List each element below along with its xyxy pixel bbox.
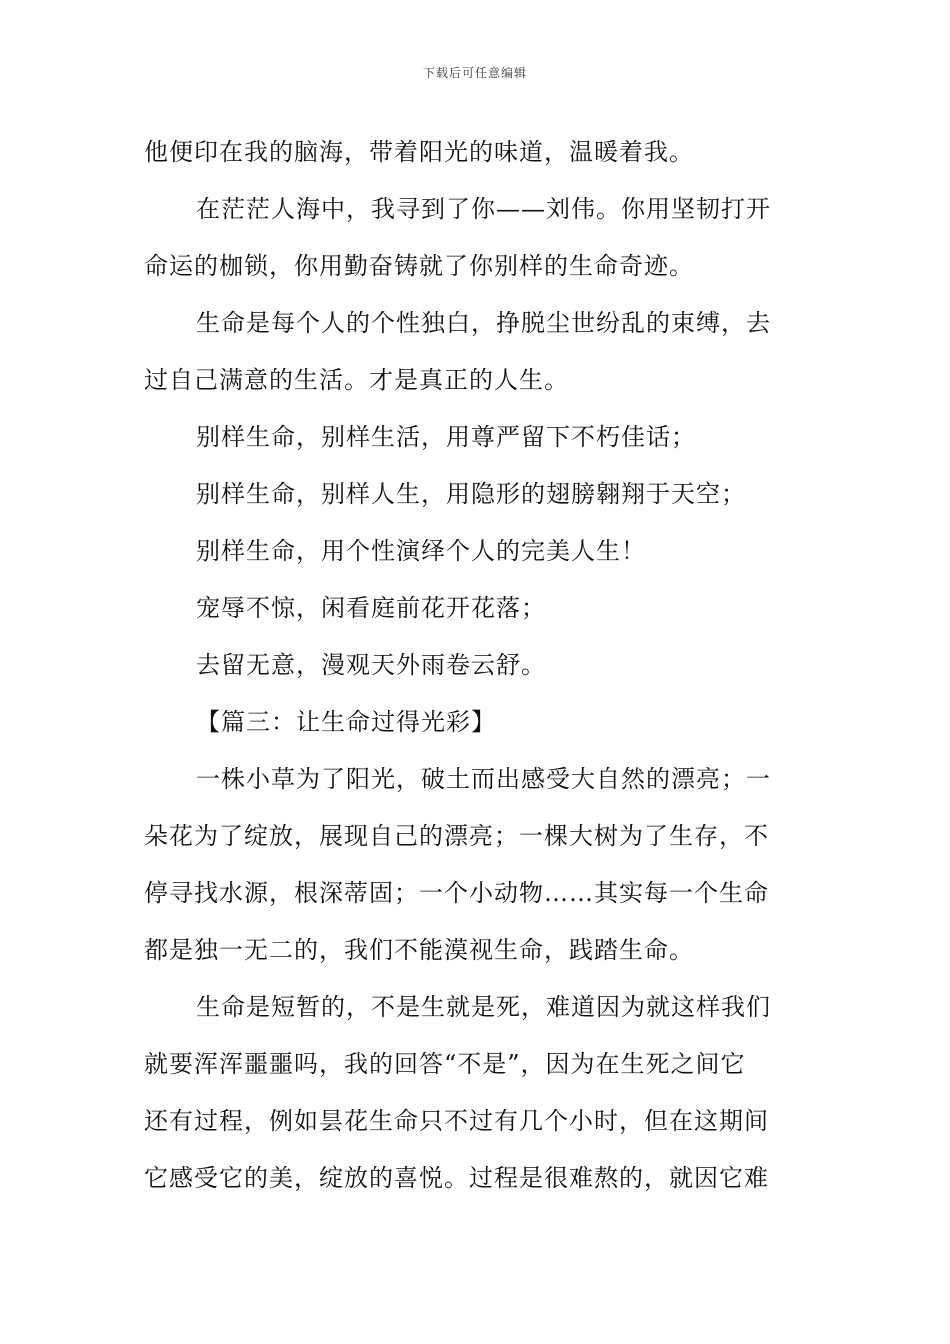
text-line: 都是独一无二的，我们不能漠视生命，践踏生命。: [144, 936, 694, 964]
text-line: 在茫茫人海中，我寻到了你——刘伟。你用坚韧打开: [196, 195, 771, 223]
text-line: 别样生命，别样生活，用尊严留下不朽佳话；: [196, 423, 696, 451]
text-line: 还有过程，例如昙花生命只不过有几个小时，但在这期间: [144, 1107, 769, 1135]
section-heading: 【篇三：让生命过得光彩】: [196, 708, 496, 736]
text-line: 就要浑浑噩噩吗，我的回答“不是”，因为在生死之间它: [144, 1050, 746, 1078]
text-line: 别样生命，别样人生，用隐形的翅膀翱翔于天空；: [196, 480, 746, 508]
text-line: 停寻找水源，根深蒂固；一个小动物……其实每一个生命: [144, 879, 769, 907]
text-line: 它感受它的美，绽放的喜悦。过程是很难熬的，就因它难: [144, 1164, 769, 1192]
text-line: 去留无意，漫观天外雨卷云舒。: [196, 651, 546, 679]
text-line: 过自己满意的生活。才是真正的人生。: [144, 366, 569, 394]
text-line: 命运的枷锁，你用勤奋铸就了你别样的生命奇迹。: [144, 252, 694, 280]
text-line: 生命是短暂的，不是生就是死，难道因为就这样我们: [196, 993, 771, 1021]
page-header: 下载后可任意编辑: [422, 66, 527, 80]
text-line: 一株小草为了阳光，破土而出感受大自然的漂亮；一: [196, 765, 771, 793]
text-line: 他便印在我的脑海，带着阳光的味道，温暖着我。: [144, 138, 694, 166]
text-line: 朵花为了绽放，展现自己的漂亮；一棵大树为了生存，不: [144, 822, 769, 850]
text-line: 生命是每个人的个性独白，挣脱尘世纷乱的束缚，去: [196, 309, 771, 337]
text-line: 别样生命，用个性演绎个人的完美人生！: [196, 537, 646, 565]
text-line: 宠辱不惊，闲看庭前花开花落；: [196, 594, 546, 622]
